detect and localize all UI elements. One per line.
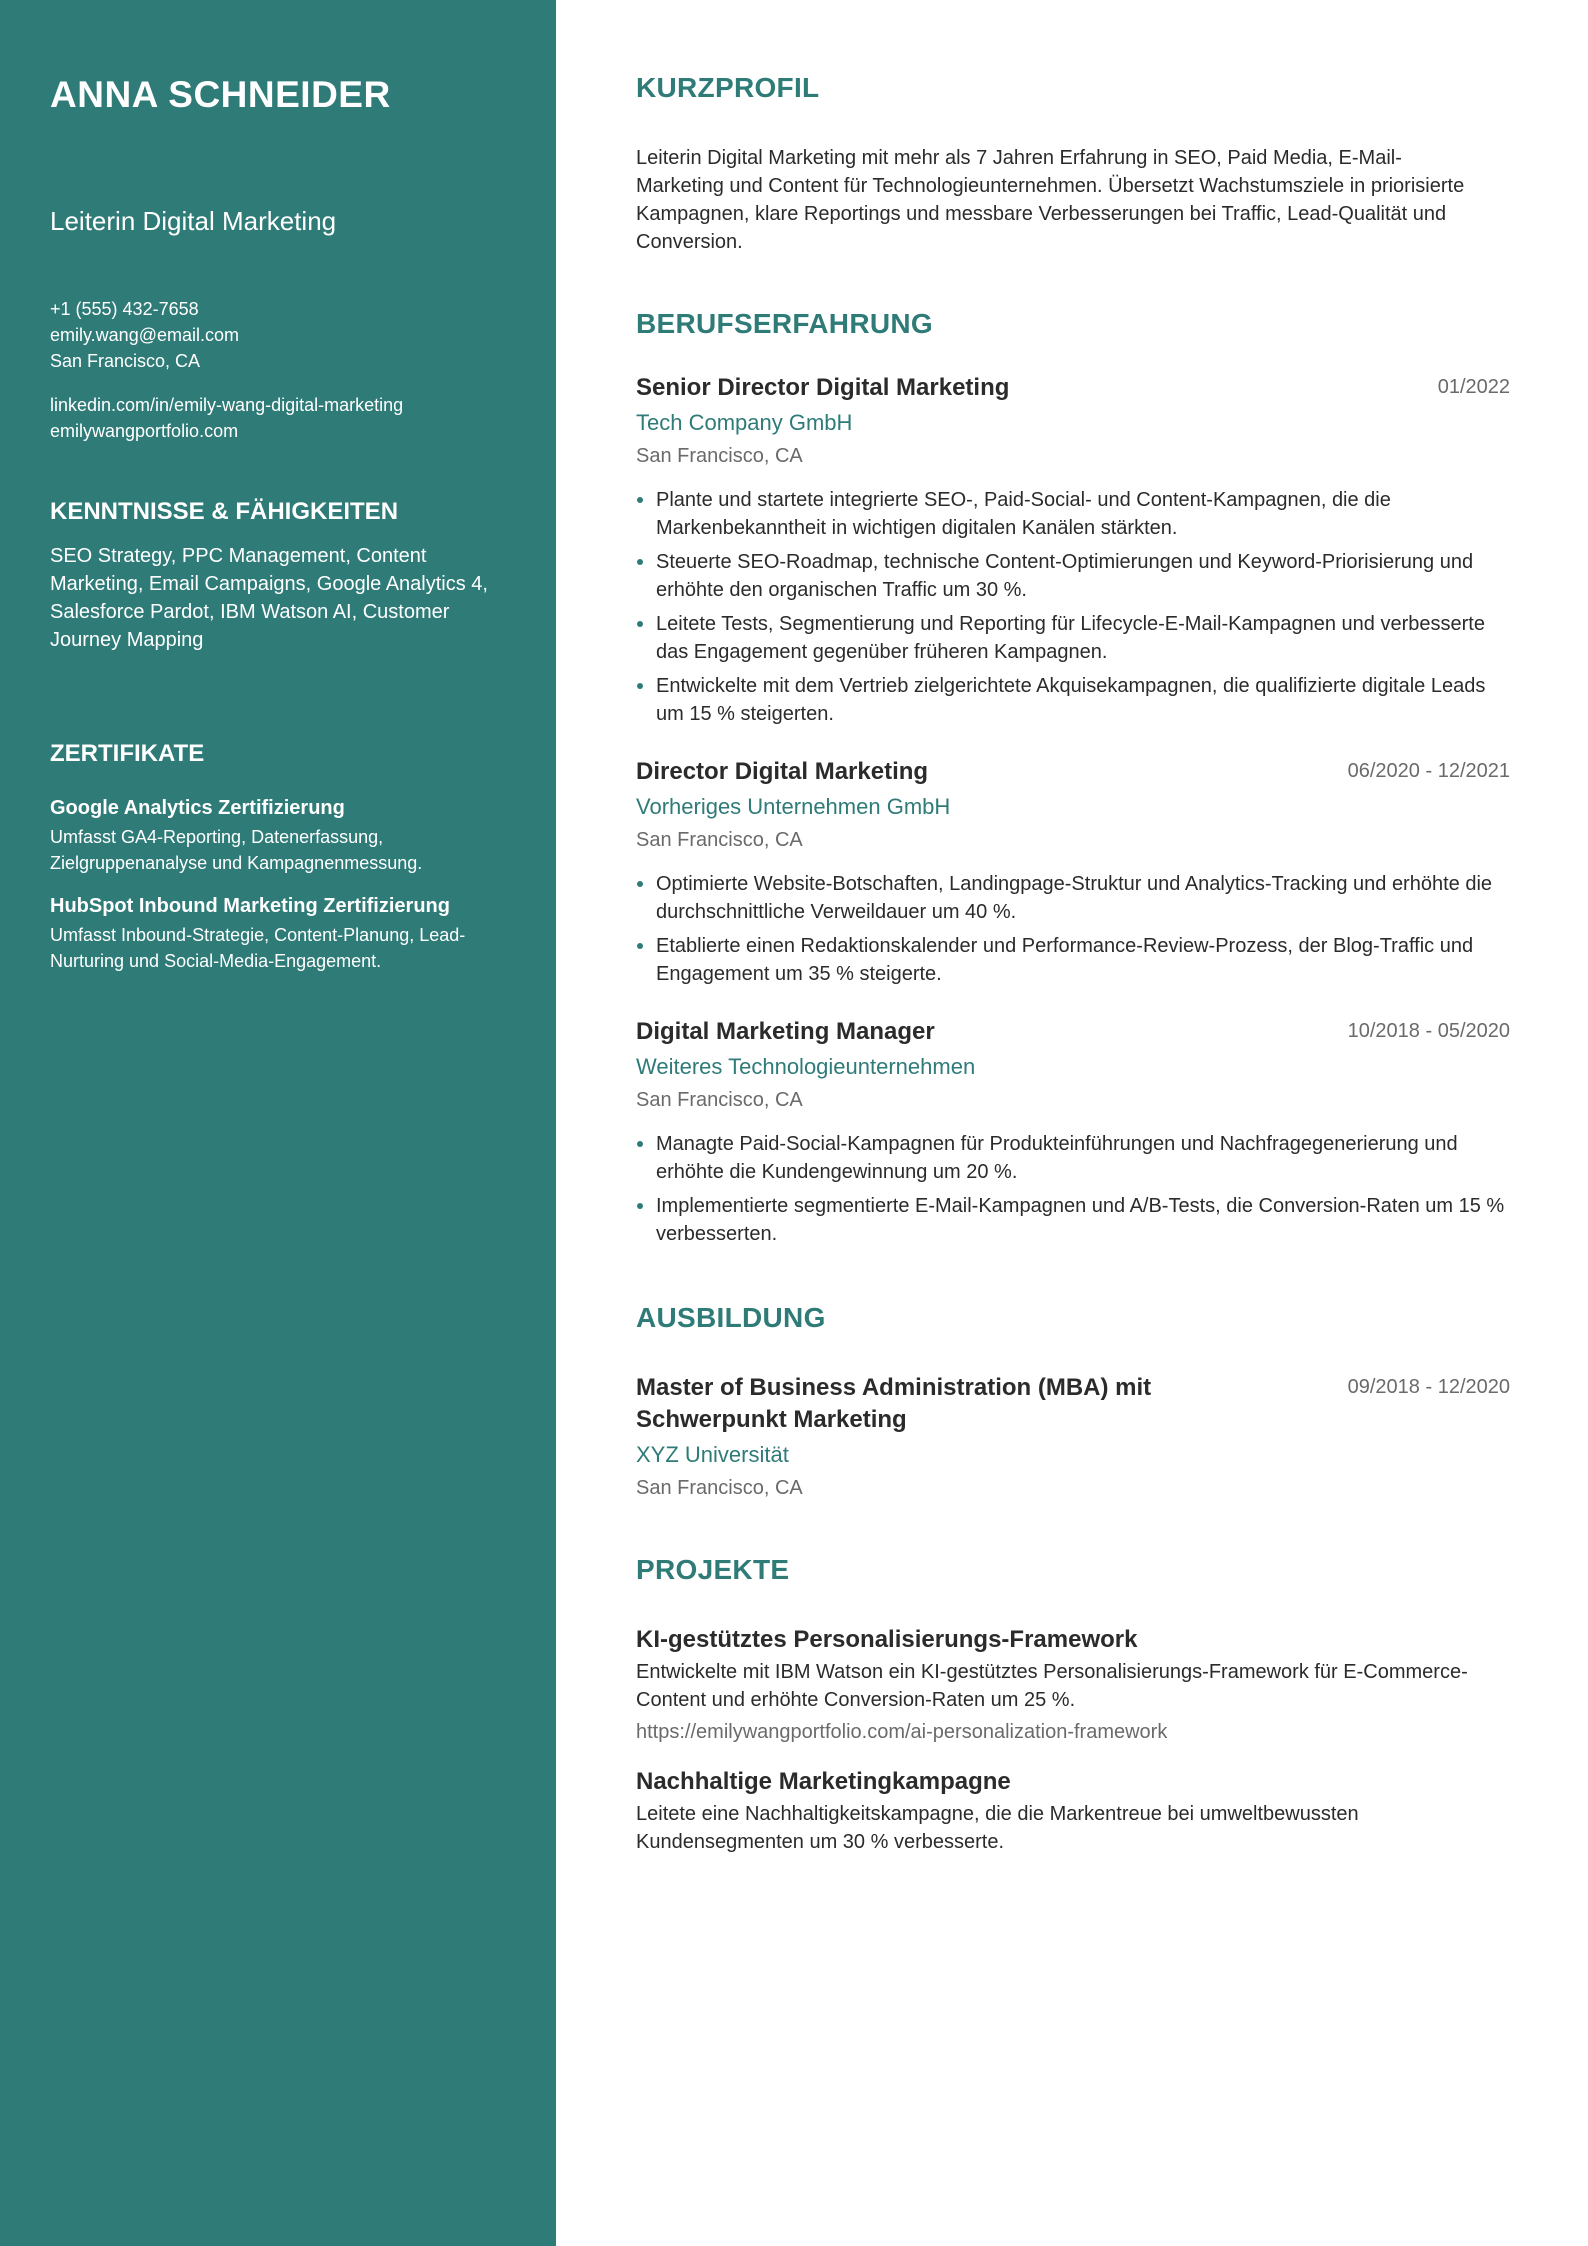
- bullet-item: Managte Paid-Social-Kampagnen für Produkteinführungen und Nachfragegenerierung und erhöhte die Kundengewinnung um 20 %.: [636, 1130, 1510, 1186]
- location: San Francisco, CA: [50, 351, 201, 371]
- school-name: XYZ Universität: [636, 1442, 789, 1467]
- experience-list: [636, 372, 1510, 1248]
- job-location: San Francisco, CA: [636, 445, 803, 467]
- phone[interactable]: +1 (555) 432-7658: [50, 299, 199, 319]
- project-title: Nachhaltige Marketingkampagne: [636, 1768, 1011, 1795]
- job-title: Senior Director Digital Marketing: [636, 374, 1010, 401]
- job-entry: [636, 756, 1510, 988]
- summary-heading: KURZPROFIL: [636, 72, 820, 103]
- bullet-item: Optimierte Website-Botschaften, Landingpage-Struktur und Analytics-Tracking und erhöhte die durchschnittliche Verweildauer um 40 %.: [636, 870, 1510, 926]
- company-name: Weiteres Technologieunternehmen: [636, 1054, 976, 1079]
- job-date: 10/2018 - 05/2020: [1347, 1020, 1510, 1042]
- certificate-title: HubSpot Inbound Marketing Zertifizierung: [50, 895, 450, 917]
- job-bullets: [636, 870, 1510, 988]
- education-heading: AUSBILDUNG: [636, 1302, 826, 1333]
- portfolio-link[interactable]: emilywangportfolio.com: [50, 421, 239, 441]
- bullet-item: Etablierte einen Redaktionskalender und Performance-Review-Prozess, der Blog-Traffic und Engagement um 35 % steigerte.: [636, 932, 1510, 988]
- project-description: Leitete eine Nachhaltigkeitskampagne, die die Markentreue bei umweltbewussten Kundensegmenten um 30 % verbesserte.: [636, 1803, 1359, 1853]
- certificate-item: [50, 794, 506, 876]
- skills-heading: KENNTNISSE & FÄHIGKEITEN: [50, 498, 399, 525]
- experience-heading: BERUFSERFAHRUNG: [636, 308, 933, 339]
- project-title: KI-gestütztes Personalisierungs-Framework: [636, 1626, 1138, 1653]
- job-title: Digital Marketing Manager: [636, 1018, 935, 1045]
- certificate-description: Umfasst Inbound-Strategie, Content-Planung, Lead-Nurturing und Social-Media-Engagement.: [50, 925, 466, 971]
- job-date: 01/2022: [1437, 376, 1510, 398]
- company-name: Tech Company GmbH: [636, 410, 853, 435]
- bullet-item: Implementierte segmentierte E-Mail-Kampagnen und A/B-Tests, die Conversion-Raten um 15 % verbesserten.: [636, 1192, 1510, 1248]
- certificates-heading: ZERTIFIKATE: [50, 740, 205, 767]
- job-entry: [636, 1016, 1510, 1248]
- certificate-description: Umfasst GA4-Reporting, Datenerfassung, Zielgruppenanalyse und Kampagnenmessung.: [50, 827, 423, 873]
- job-title: Director Digital Marketing: [636, 758, 929, 785]
- projects-heading: PROJEKTE: [636, 1554, 790, 1585]
- bullet-item: Entwickelte mit dem Vertrieb zielgerichtete Akquisekampagnen, die qualifizierte digitale Leads um 15 % steigerten.: [636, 672, 1510, 728]
- school-location: San Francisco, CA: [636, 1477, 803, 1499]
- bullet-item: Steuerte SEO-Roadmap, technische Content-Optimierungen und Keyword-Priorisierung und erhöhte den organischen Traffic um 30 %.: [636, 548, 1510, 604]
- job-date: 06/2020 - 12/2021: [1347, 760, 1510, 782]
- sidebar: [0, 0, 556, 2246]
- project-entry: [636, 1624, 1510, 1746]
- summary-text: Leiterin Digital Marketing mit mehr als 7 Jahren Erfahrung in SEO, Paid Media, E-Mail-Marketing und Content für Technologieunternehmen. Übersetzt Wachstumsziele in priorisierte Kampagnen, klare Reportings und messbare Verbesserungen bei Traffic, Lead-Qualität und Conversion.: [636, 147, 1465, 253]
- education-date: 09/2018 - 12/2020: [1347, 1376, 1510, 1398]
- certificate-title: Google Analytics Zertifizierung: [50, 797, 345, 819]
- job-bullets: [636, 486, 1510, 728]
- email[interactable]: emily.wang@email.com: [50, 325, 239, 345]
- project-entry: [636, 1766, 1510, 1856]
- education-entry: [636, 1372, 1510, 1502]
- certificate-item: [50, 892, 506, 974]
- bullet-item: Leitete Tests, Segmentierung und Reporting für Lifecycle-E-Mail-Kampagnen und verbesserte das Engagement gegenüber früheren Kampagnen.: [636, 610, 1510, 666]
- candidate-name: ANNA SCHNEIDER: [50, 74, 391, 115]
- job-entry: [636, 372, 1510, 728]
- project-link[interactable]: https://emilywangportfolio.com/ai-personalization-framework: [636, 1721, 1168, 1743]
- candidate-headline: Leiterin Digital Marketing: [50, 206, 337, 236]
- project-description: Entwickelte mit IBM Watson ein KI-gestütztes Personalisierungs-Framework für E-Commerce-Content und erhöhte Conversion-Raten um 25 %.: [636, 1661, 1468, 1711]
- company-name: Vorheriges Unternehmen GmbH: [636, 794, 951, 819]
- skills-text: SEO Strategy, PPC Management, Content Marketing, Email Campaigns, Google Analytics 4, Salesforce Pardot, IBM Watson AI, Customer Journey Mapping: [50, 545, 488, 651]
- degree-title: Master of Business Administration (MBA) mit Schwerpunkt Marketing: [636, 1374, 1152, 1433]
- contact-block: [50, 296, 506, 444]
- bullet-item: Plante und startete integrierte SEO-, Paid-Social- und Content-Kampagnen, die die Markenbekanntheit in wichtigen digitalen Kanälen stärkten.: [636, 486, 1510, 542]
- main-content: [556, 0, 1588, 2246]
- job-location: San Francisco, CA: [636, 829, 803, 851]
- job-location: San Francisco, CA: [636, 1089, 803, 1111]
- job-bullets: [636, 1130, 1510, 1248]
- linkedin-link[interactable]: linkedin.com/in/emily-wang-digital-marketing: [50, 395, 404, 415]
